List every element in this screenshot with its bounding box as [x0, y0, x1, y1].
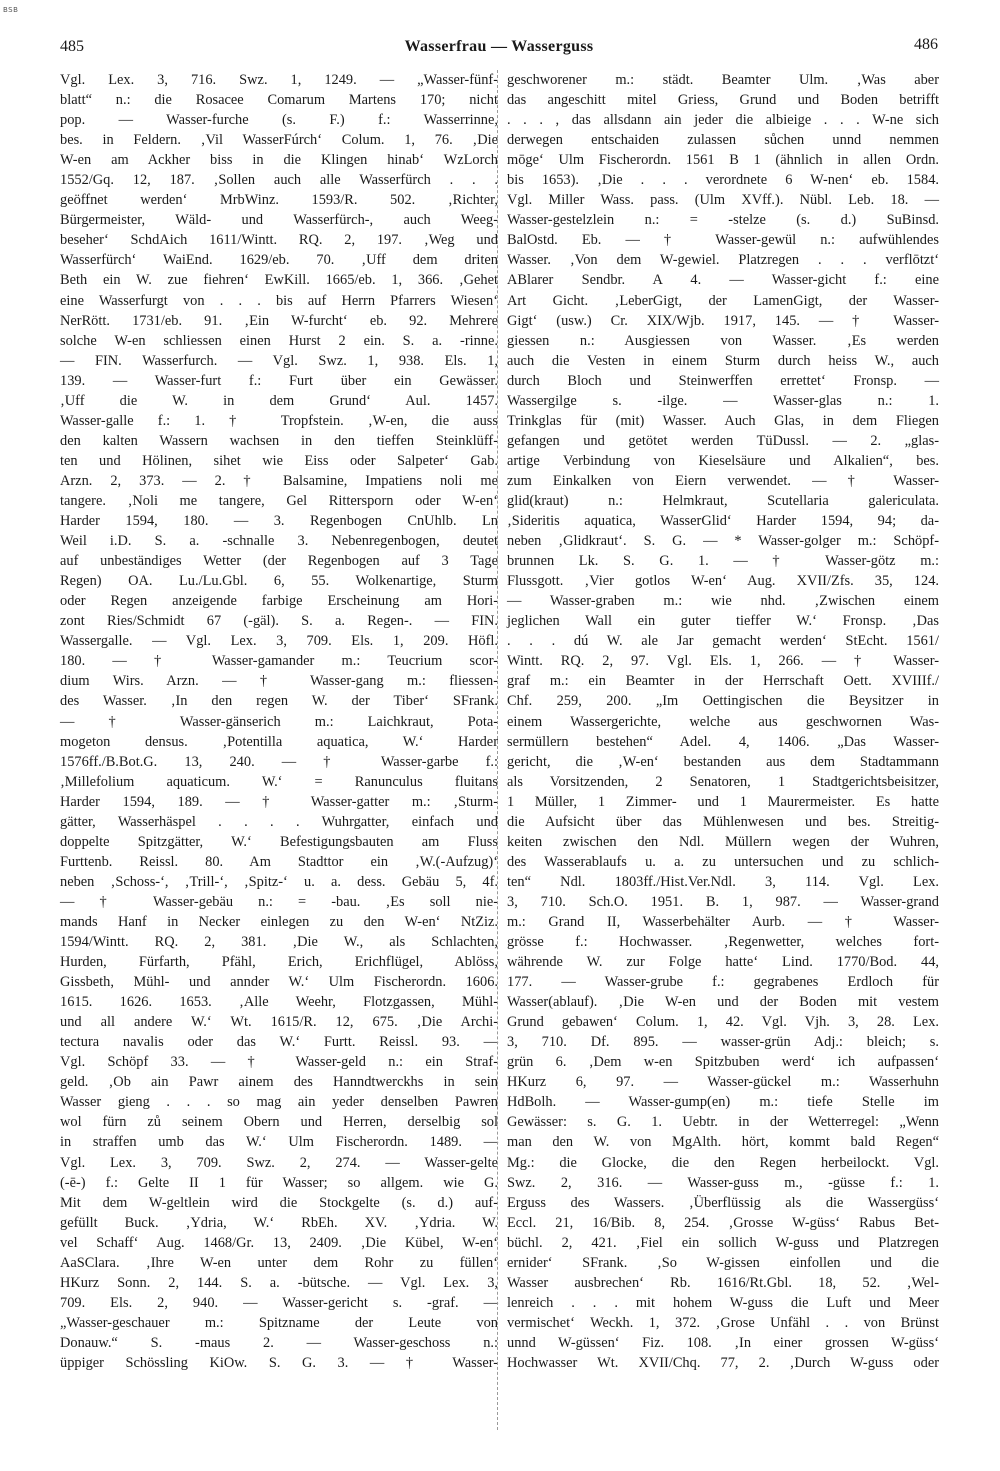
text-line: jeglichen Wall ein guter tieffer W.‘ Fronsp. ‚Das	[507, 613, 939, 630]
text-line: ‚Sideritis aquatica, WasserGlid‘ Harder 1594, 94; da-	[507, 513, 939, 530]
running-title: Wasserfrau — Wasserguss	[404, 38, 594, 55]
text-line: als Vorsitzenden, 2 Senatoren, 1 Stadtgerichtsbeisitzer,	[507, 773, 939, 790]
text-line: Erguss des Wassers. ‚Überflüssig als die Wassergüss‘	[507, 1194, 939, 1211]
text-line: den kalten Wassern wachsen in den tieffen Steinklüff-	[60, 432, 498, 449]
text-line: Chf. 259, 200. „Im Oettingischen die Beysitzer in	[507, 693, 939, 710]
text-line: doppelte Spitzgätter, W.‘ Befestigungsbauten am Fluss	[60, 833, 498, 850]
text-line: gefangen und getötet werden TüDussl. — 2. „glas-	[507, 432, 939, 449]
text-line: oder Regen anzeigende farbige Erscheinung am Hori-	[60, 593, 498, 610]
text-line: BalOstd. Eb. — † Wasser-gewül n.: aufwühlendes	[507, 232, 939, 249]
text-line: Vgl. Schöpf 33. — † Wasser-geld n.: ein Straf-	[60, 1054, 498, 1071]
text-line: NerRött. 1731/eb. 91. ‚Ein W-furcht‘ eb. 92. Mehrere	[60, 312, 498, 329]
text-line: . . . dú W. ale Jar gemacht werden‘ StEcht. 1561/	[507, 633, 939, 650]
text-line: 709. Els. 2, 940. — Wasser-gericht s. -graf. —	[60, 1294, 498, 1311]
text-line: das angeschitt mitel Griess, Grund und Boden betrifft	[507, 92, 939, 109]
text-line: beseher‘ SchdAich 1611/Wintt. RQ. 2, 197. ‚Weg und	[60, 232, 498, 249]
text-line: HKurz 6, 97. — Wasser-gückel m.: Wasserhuhn	[507, 1074, 939, 1091]
text-line: tangere. ‚Noli me tangere, Gel Rittersporn oder W-en‘	[60, 492, 498, 509]
text-line: Eccl. 21, 16/Bib. 8, 254. ‚Grosse W-güss‘ Rabus Bet-	[507, 1214, 939, 1231]
text-line: 1 Müller, 1 Zimmer- und 1 Maurermeister. Es hatte	[507, 793, 939, 810]
text-line: üppiger Schössling KiOw. S. G. 3. — † Wasser-	[60, 1355, 498, 1371]
text-line: Wasser(ablauf). ‚Die W-en und der Boden mit vestem	[507, 994, 939, 1011]
text-line: Wasser-gestelzlein n.: = -stelze (s. d.) SuBinsd.	[507, 212, 939, 229]
right-column	[507, 70, 939, 1373]
text-line: Vgl. Lex. 3, 709. Swz. 2, 274. — Wasser-gelte	[60, 1154, 498, 1171]
text-line: — † Wasser-gänserich m.: Laichkraut, Pota-	[60, 713, 498, 730]
text-line: ten“ Ndl. 1803ff./Hist.Ver.Ndl. 3, 114. Vgl. Lex.	[507, 873, 939, 890]
text-line: Weil i.D. S. a. -schnalle 3. Nebenregenbogen, deutet	[60, 533, 498, 550]
text-line: mogeton densus. ‚Potentilla aquatica, W.‘ Harder	[60, 733, 498, 750]
text-line: Furttenb. Reissl. 80. Am Stadttor ein ‚W.(-Aufzug)‘	[60, 853, 498, 870]
text-line: einem Wassergerichte, welche aus geschwornen Was-	[507, 713, 939, 730]
text-line: Wintt. RQ. 2, 97. Vgl. Els. 1, 266. — † Wasser-	[507, 653, 939, 670]
text-line: und all andere W.‘ Wt. 1615/R. 12, 675. ‚Die Archi-	[60, 1014, 498, 1031]
text-line: Wassergilge s. -ilge. — Wasser-glas n.: 1.	[507, 392, 939, 409]
right-page-number: 486	[914, 36, 938, 53]
text-line: (-ē-) f.: Gelte II 1 für Wasser; so allgem. wie G.	[60, 1174, 498, 1191]
text-line: graf m.: ein Beamter in der Herrschaft Oett. XVIIIf./	[507, 673, 939, 690]
text-line: büchl. 2, 421. ‚Fiel ein sollich W-guss und Platzregen	[507, 1234, 939, 1251]
text-line: Wassergalle. — Vgl. Lex. 3, 709. Els. 1, 209. Höfl.	[60, 633, 498, 650]
text-line: währende W. zur Folge hatte‘ Lind. 1770/Bod. 44,	[507, 954, 939, 971]
text-line: geld. ‚Ob ain Pawr ainem des Hanndtwerckhs in sein	[60, 1074, 498, 1091]
text-line: 3, 710. Df. 895. — wasser-grün Adj.: bleich; s.	[507, 1034, 939, 1051]
text-line: ABlarer Sendbr. A 4. — Wasser-gicht f.: eine	[507, 272, 939, 289]
text-line: Wasser ausbrechen‘ Rb. 1616/Rt.Gbl. 18, 52. ‚Wel-	[507, 1274, 939, 1291]
text-line: die Aufsicht über das Mühlenwesen und bes. Streitig-	[507, 813, 939, 830]
text-line: W-en am Ackher biss in die Klingen hinab‘ WzLorch	[60, 152, 498, 169]
text-line: 177. — Wasser-grube f.: gegrabenes Erdloch für	[507, 974, 939, 991]
text-line: artige Verbindung von Kieselsäure und Alkalien“, bes.	[507, 452, 939, 469]
text-line: grün 6. ‚Dem w-en Spitzbuben werd‘ ich aufpassen‘	[507, 1054, 939, 1071]
text-line: HdBolh. — Wasser-gump(en) m.: tiefe Stelle im	[507, 1094, 939, 1111]
text-line: 180. — † Wasser-gamander m.: Teucrium scor-	[60, 653, 498, 670]
text-line: wol fürn zů seinem Obern und Herren, derselbig sol	[60, 1114, 498, 1131]
text-line: 1615. 1626. 1653. ‚Alle Weehr, Flotzgassen, Mühl-	[60, 994, 498, 1011]
text-line: Mit dem W-geltlein wird die Stockgelte (s. d.) auf-	[60, 1194, 498, 1211]
text-line: Mg.: die Glocke, die den Regen herbeilockt. Vgl.	[507, 1154, 939, 1171]
text-line: tectura navalis oder das W.‘ Furtt. Reissl. 93. —	[60, 1034, 498, 1051]
text-line: Art Gicht. ‚LeberGigt, der LamenGigt, der Wasser-	[507, 292, 939, 309]
library-stamp: BSB	[3, 6, 19, 14]
text-line: Arzn. 2, 373. — 2. † Balsamine, Impatiens noli me	[60, 472, 498, 489]
text-line: eine Wasserfurgt von . . . bis auf Herrn Pfarrers Wiesen‘	[60, 292, 498, 309]
text-line: geöffnet werden‘ MrbWinz. 1593/R. 502. ‚Richter,	[60, 192, 498, 209]
text-line: neben ‚Schoss-‘, ‚Trill-‘, ‚Spitz-‘ u. a. dess. Gebäu 5, 4f.	[60, 873, 498, 890]
text-line: „Wasser-geschauer m.: Spitzname der Leute von	[60, 1314, 498, 1331]
text-line: — † Wasser-gebäu n.: = -bau. ‚Es soll nie-	[60, 893, 498, 910]
left-column	[60, 70, 498, 1373]
text-line: keiten zwischen den Ndl. Müllern wegen der Wuhren,	[507, 833, 939, 850]
text-line: ernider‘ SFrank. ‚So W-gissen einfollen und die	[507, 1254, 939, 1271]
text-line: 1552/Gq. 12, 187. ‚Sollen auch alle Wasserfürch . . .	[60, 172, 498, 189]
text-line: auf unbeständiges Wetter (der Regenbogen auf 3 Tage	[60, 553, 498, 570]
text-line: HKurz Sonn. 2, 144. S. a. -bütsche. — Vgl. Lex. 3,	[60, 1274, 498, 1291]
text-line: . . . , das allsdann ain jeder die albieige . . . W-ne sich	[507, 112, 939, 129]
running-header	[60, 38, 938, 62]
text-line: des Wasser. ‚In den regen W. der Tiber‘ SFrank.	[60, 693, 498, 710]
text-line: Vgl. Miller Wass. pass. (Ulm XVff.). Nübl. Leb. 18. —	[507, 192, 939, 209]
text-line: Gewässer: s. G. 1. Uebtr. in der Wetterregel: „Wenn	[507, 1114, 939, 1131]
text-line: Harder 1594, 180. — 3. Regenbogen CnUhlb. Ln	[60, 513, 498, 530]
text-line: vermischet‘ Weckh. 1, 372. ‚Grose Unfähl . . von Brünst	[507, 1314, 939, 1331]
left-page-number: 485	[60, 38, 84, 55]
text-line: geschworener m.: städt. Beamter Ulm. ‚Was aber	[507, 72, 939, 88]
text-line: bes. in Feldern. ‚Vil WasserFúrch‘ Colum. 1, 76. ‚Die	[60, 132, 498, 149]
text-line: brunnen Lk. S. G. 1. — † Wasser-götz m.:	[507, 553, 939, 570]
text-line: 3, 710. Sch.O. 1951. B. 1, 987. — Wasser-grand	[507, 893, 939, 910]
text-line: Wasser-galle f.: 1. † Tropfstein. ‚W-en, die auss	[60, 412, 498, 429]
text-line: Gigt‘ (usw.) Cr. XIX/Wjb. 1917, 145. — † Wasser-	[507, 312, 939, 329]
text-line: Bürgermeister, Wäld- und Wasserfürch-, auch Weeg-	[60, 212, 498, 229]
text-line: 1576ff./B.Bot.G. 13, 240. — † Wasser-garbe f.:	[60, 753, 498, 770]
text-line: gericht, die ‚W-en‘ bestanden aus dem Stadtammann	[507, 753, 939, 770]
text-line: neben ‚Glidkraut‘. S. G. — * Wasser-golger m.: Schöpf-	[507, 533, 939, 550]
text-line: grösse f.: Hochwasser. ‚Regenwetter, welches fort-	[507, 934, 939, 951]
text-line: sermüllern bestehen“ Adel. 4, 1406. „Das Wasser-	[507, 733, 939, 750]
text-line: Flussgott. ‚Vier gotlos W-en‘ Aug. XVII/Zfs. 35, 124.	[507, 573, 939, 590]
text-line: Harder 1594, 189. — † Wasser-gatter m.: ‚Sturm-	[60, 793, 498, 810]
text-line: Regen) OA. Lu./Lu.Gbl. 6, 55. Wolkenartige, Sturm	[60, 573, 498, 590]
text-line: AaSClara. ‚Ihre W-en unter dem Rohr zu füllen‘	[60, 1254, 498, 1271]
text-line: Swz. 2, 316. — Wasser-guss m., -güsse f.: 1.	[507, 1174, 939, 1191]
text-line: mands Hanf in Necker einlegen zu den W-en‘ NtZiz.	[60, 913, 498, 930]
text-line: pop. — Wasser-furche (s. F.) f.: Wasserrinne,	[60, 112, 498, 129]
column-divider	[497, 70, 498, 1430]
text-line: Gissbeth, Mühl- und annder W.‘ Ulm Fischerordn. 1606.	[60, 974, 498, 991]
text-line: zum Einkalken von Eiern verwendet. — † Wasser-	[507, 472, 939, 489]
text-line: durch Bloch und Steinwerffen errettet‘ Fronsp. —	[507, 372, 939, 389]
text-line: bis 1653). ‚Die . . . verordnete 6 W-nen‘ eb. 1584.	[507, 172, 939, 189]
text-line: Wasser gieng . . . so mag ain yeder denselben Pawren	[60, 1094, 498, 1111]
text-line: 139. — Wasser-furt f.: Furt über ein Gewässer.	[60, 372, 498, 389]
text-line: Wasserfürch‘ WaiEnd. 1629/eb. 70. ‚Uff dem driten	[60, 252, 498, 269]
text-line: giessen n.: Ausgiessen von Wasser. ‚Es werden	[507, 332, 939, 349]
text-line: blatt“ n.: die Rosacee Comarum Martens 170; nicht	[60, 92, 498, 109]
text-line: derwegen entschaiden zulassen sůchen unnd nemmen	[507, 132, 939, 149]
text-line: Beth ein W. zue fiehren‘ EwKill. 1665/eb. 1, 366. ‚Gehet	[60, 272, 498, 289]
text-line: ‚Uff die W. in dem Grund‘ Aul. 1457.	[60, 392, 498, 409]
text-line: solche W-en schliessen einen Hurst 2 ein. S. a. -rinne.	[60, 332, 498, 349]
text-line: Grund gebawen‘ Colum. 1, 42. Vgl. Vjh. 3, 28. Lex.	[507, 1014, 939, 1031]
text-line: gefüllt Buck. ‚Ydria, W.‘ RbEh. XV. ‚Ydria. W.	[60, 1214, 498, 1231]
text-line: glid(kraut) n.: Helmkraut, Scutellaria galericulata.	[507, 492, 939, 509]
text-line: vel Schaff‘ Aug. 1468/Gr. 13, 2409. ‚Die Kübel, W-en‘	[60, 1234, 498, 1251]
text-line: unnd W-güssen‘ Fiz. 108. ‚In einer grossen W-güss‘	[507, 1334, 939, 1351]
text-line: — FIN. Wasserfurch. — Vgl. Swz. 1, 938. Els. 1,	[60, 352, 498, 369]
text-line: mōge‘ Ulm Fischerordn. 1561 B 1 (ähnlich in allen Ordn.	[507, 152, 939, 169]
text-line: des Wasserablaufs u. a. zu untersuchen und zu schlich-	[507, 853, 939, 870]
text-line: Wasser. ‚Von dem W-gewiel. Platzregen . . . verflōtzt‘	[507, 252, 939, 269]
text-line: lenreich . . . mit hohem W-guss die Luft und Meer	[507, 1294, 939, 1311]
text-line: gätter, Wasserhäspel . . . . Wuhrgatter, einfach und	[60, 813, 498, 830]
text-line: ‚Millefolium aquaticum. W.‘ = Ranunculus fluitans	[60, 773, 498, 790]
text-line: m.: Grand II, Wasserbehälter Aurb. — † Wasser-	[507, 913, 939, 930]
text-line: ten und Hölinen, sihet wie Eiss oder Salpeter‘ Gab.	[60, 452, 498, 469]
text-line: dium Wirs. Arzn. — † Wasser-gang m.: fliessen-	[60, 673, 498, 690]
text-line: auch die Vesten in einem Sturm durch heiss W., auch	[507, 352, 939, 369]
text-line: Hurden, Fürfarth, Pfähl, Erich, Erichflügel, Ablöss,	[60, 954, 498, 971]
text-line: zont Ries/Schmidt 67 (-gäl). S. a. Regen-. — FIN.	[60, 613, 498, 630]
text-line: Trinkglas für (mit) Wasser. Auch Glas, in dem Fliegen	[507, 412, 939, 429]
text-line: in straffen umb das W.‘ Ulm Fischerordn. 1489. —	[60, 1134, 498, 1151]
text-line: Donauw.“ S. -maus 2. — Wasser-geschoss n.:	[60, 1334, 498, 1351]
text-line: man den W. von MgAlth. hört, kommt bald Regen“	[507, 1134, 939, 1151]
text-line: Hochwasser Wt. XVII/Chq. 77, 2. ‚Durch W-guss oder	[507, 1355, 939, 1371]
text-line: — Wasser-graben m.: wie nhd. ‚Zwischen einem	[507, 593, 939, 610]
text-line: Vgl. Lex. 3, 716. Swz. 1, 1249. — „Wasser-fünf-	[60, 72, 498, 88]
text-line: 1594/Wintt. RQ. 2, 381. ‚Die W., als Schlachten,	[60, 934, 498, 951]
